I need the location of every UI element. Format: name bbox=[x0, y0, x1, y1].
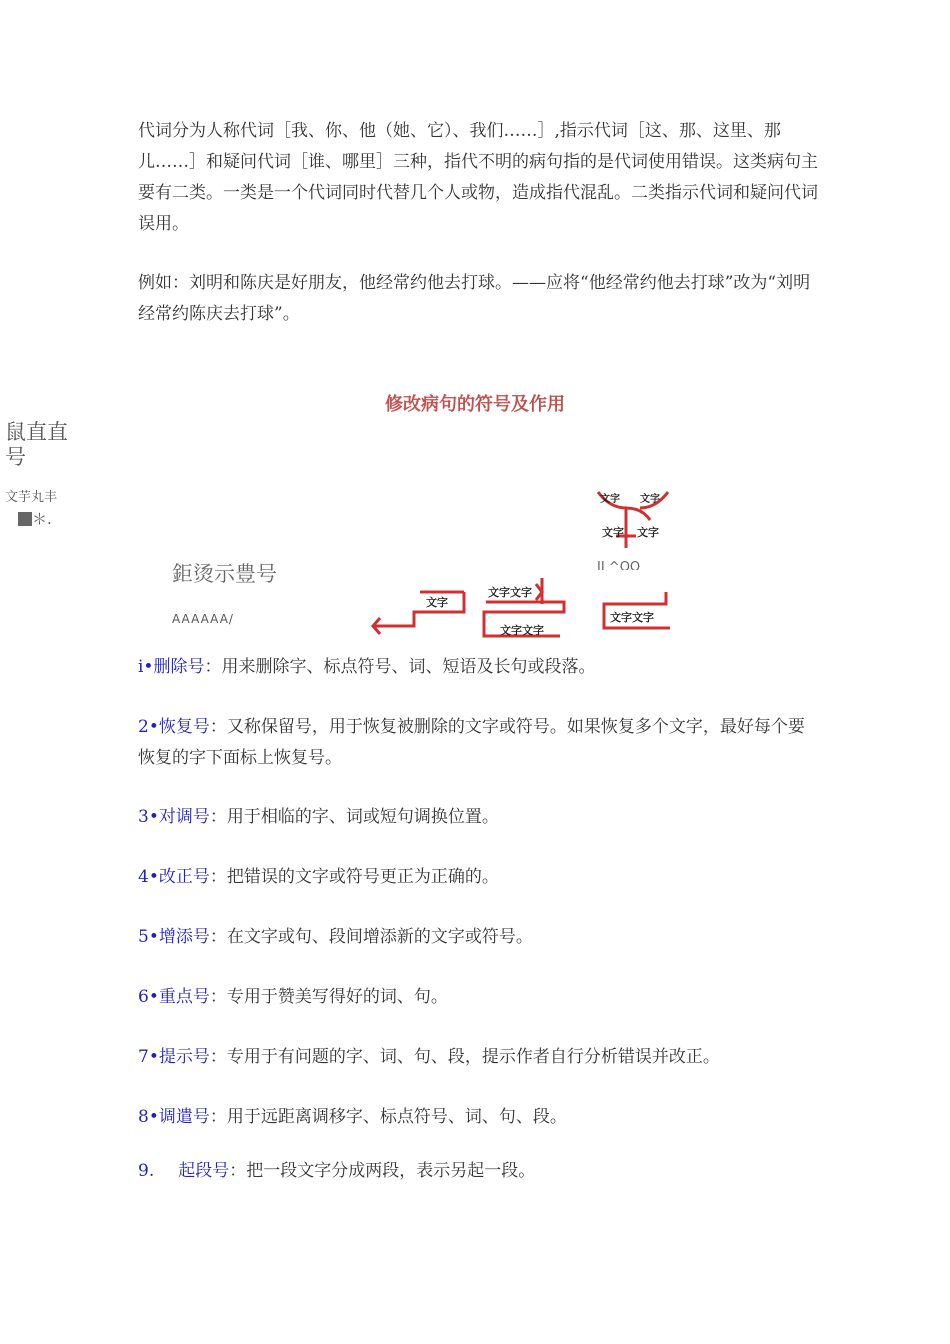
intro-paragraph-1: 代词分为人称代词［我、你、他（她、它）、我们……］,指示代词［这、那、这里、那儿……］和疑问代词［谁、哪里］三种，指代不明的病句指的是代词使用错误。这类病句主要有二类。一类是一个代词同时代替几个人或物，造成指代混乱。二类指示代词和疑问代词误用。 bbox=[138, 121, 818, 234]
symbol-text-box1: 文字 bbox=[426, 596, 448, 609]
list-item-swap-mark: 3•对调号：用于相临的字、词或短句调换位置。 bbox=[138, 807, 499, 827]
list-item-correct-mark: 4•改正号：把错误的文字或符号更正为正确的。 bbox=[138, 867, 499, 887]
list-item-hint-mark: 7•提示号：专用于有问题的字、词、句、段，提示作者自行分析错误并改正。 bbox=[138, 1047, 720, 1067]
ocr-fragment-symbol-label: II ^OO bbox=[597, 560, 641, 570]
symbol-text-box3: 文字文字 bbox=[610, 611, 654, 624]
move-symbol bbox=[373, 592, 464, 634]
ocr-fragment-mid-heading: 鉅烫示豊号 bbox=[172, 562, 277, 586]
ocr-fragment-side-heading: 鼠直直号 bbox=[5, 420, 68, 469]
list-item-emphasis-mark: 6•重点号：专用于赞美写得好的词、句。 bbox=[138, 987, 448, 1007]
ocr-fragment-side-mark: ＊. bbox=[18, 508, 52, 529]
list-item-delete-mark: i•删除号：用来删除字、标点符号、词、短语及长句或段落。 bbox=[138, 657, 596, 677]
symbol-text-bottom-left: 文字 bbox=[602, 526, 624, 539]
ocr-fragment-side-caption: 文芋丸丰 bbox=[5, 490, 58, 505]
list-item-insert-mark: 5•增添号：在文字或句、段间增添新的文字或符号。 bbox=[138, 927, 533, 947]
section-title: 修改病句的符号及作用 bbox=[385, 394, 565, 415]
symbol-text-box2-bottom: 文字文字 bbox=[500, 624, 544, 637]
list-item-move-mark: 8•调遣号：用于远距离调移字、标点符号、词、句、段。 bbox=[138, 1107, 567, 1127]
ocr-fragment-mid-caption: AAAAAA/ bbox=[172, 612, 234, 626]
list-item-paragraph-mark: 9. 起段号：把一段文字分成两段，表示另起一段。 bbox=[138, 1161, 536, 1181]
symbol-text-bottom-right: 文字 bbox=[637, 526, 659, 539]
symbol-text-top-left: 文字 bbox=[600, 494, 620, 505]
intro-paragraph-2: 例如：刘明和陈庆是好朋友，他经常约他去打球。——应将“他经常约他去打球”改为“刘明经常约陈庆去打球”。 bbox=[138, 273, 811, 324]
black-square-icon bbox=[18, 512, 32, 526]
symbol-text-box2-top: 文字文字 bbox=[488, 586, 532, 599]
symbol-text-top-right: 文字 bbox=[640, 494, 660, 505]
list-item-restore-mark: 2•恢复号：又称保留号，用于恢复被删除的文字或符号。如果恢复多个文字，最好每个要恢复的字下面标上恢复号。 bbox=[138, 717, 805, 768]
